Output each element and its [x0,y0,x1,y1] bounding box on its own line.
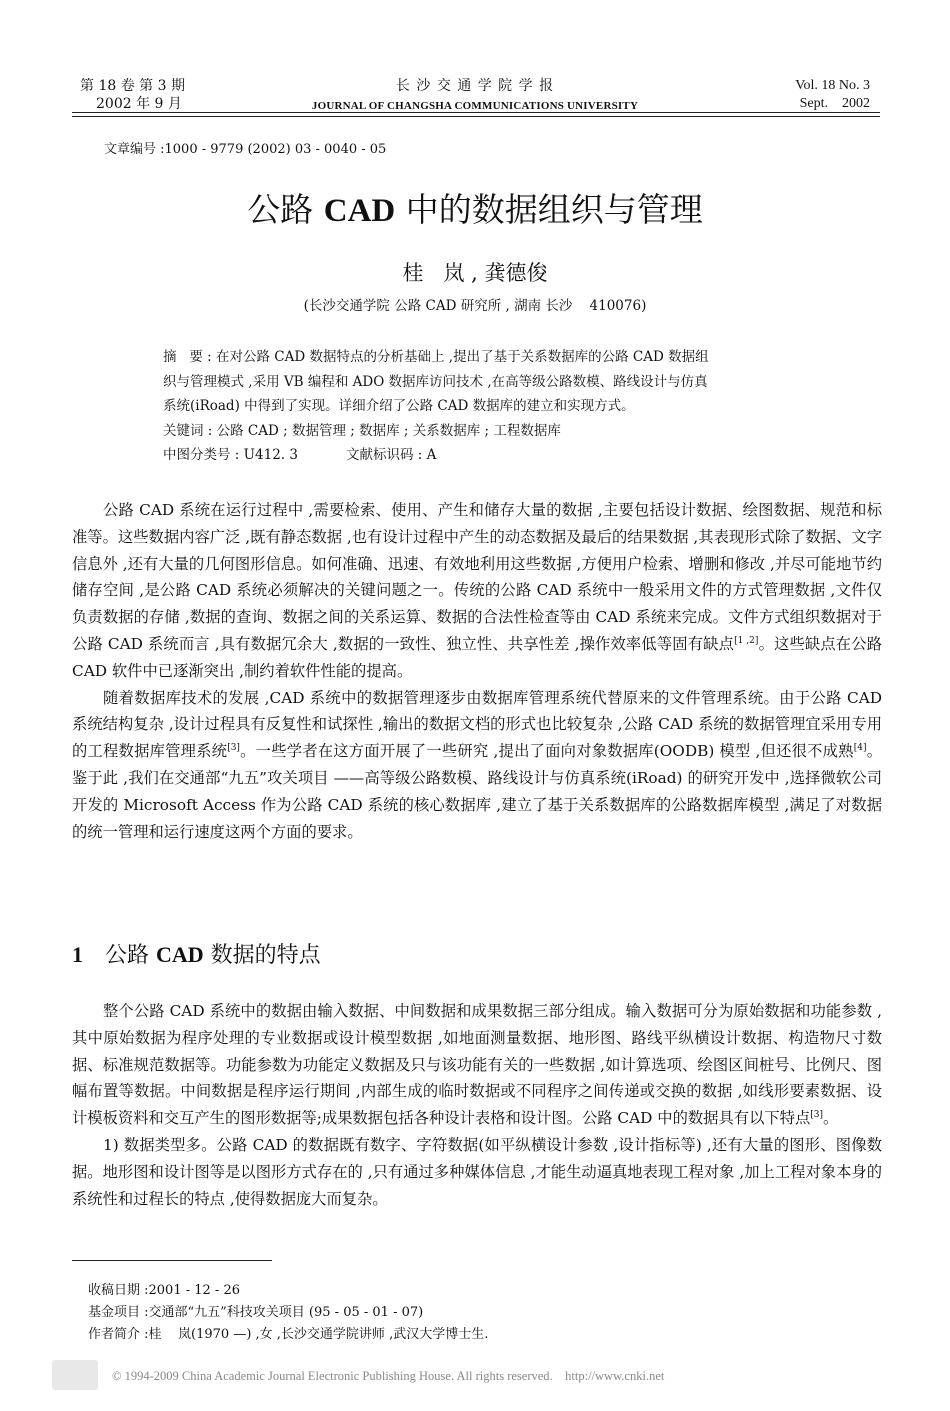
title-bold: CAD [323,193,396,229]
paragraph [72,685,882,846]
paper-title [0,188,950,233]
affiliation: (长沙交通学院 公路 CAD 研究所 , 湖南 长沙 410076) [303,298,647,314]
abstract-block [163,345,803,468]
text: 公路 CAD 系统在运行过程中 ,需要检索、使用、产生和储存大量的数据 ,主要包括设计数据、绘图数据、规范和标准等。这些数据内容广泛 ,既有静态数据 ,也有设计过程中产生的动态数据及最后的结果数据 ,其表现形式除了数据、文字信息外 ,还有大量的几何图形信息。如何准确、迅速、有效地利用这些数据 ,方便用户检索、增删和修改 ,并尽可能地节约储存空间 ,是公路 CAD 系统必须解决的关键问题之一。传统的公路 CAD 系统中一般采用文件的方式管理数据 ,文件仅负责数据的存储 ,数据的查询、数据之间的关系运算、数据的合法性检查等由 CAD 系统来完成。文件方式组织数据对于公路 CAD 系统而言 ,具有数据冗余大 ,数据的一致性、独立性、共享性差 ,操作效率低等固有缺点 [72,501,882,653]
cnki-logo-icon [52,1360,98,1390]
clc-label: 中图分类号 : [163,447,244,463]
intro-section [72,497,882,845]
abstract-label: 摘 要 : [163,349,217,365]
header-rule [72,112,880,117]
journal-name-cn: 长 沙 交 通 学 院 学 报 [395,78,555,94]
text: 。鉴于此 ,我们在交通部“九五”攻关项目 ——高等级公路数模、路线设计与仿真系统(iRoad) 的研究开发中 ,选择微软公司开发的 Microsoft Access 作为公路 CAD 系统的核心数据库 ,建立了基于关系数据库的公路数据库模型 ,满足了对数据的统一管理和运行速度这两个方面的要求。 [72,742,882,841]
text: 整个公路 CAD 系统中的数据由输入数据、中间数据和成果数据三部分组成。输入数据可分为原始数据和功能参数 ,其中原始数据为程序处理的专业数据或设计模型数据 ,如地面测量数据、地形图、路线平纵横设计数据、构造物尺寸数据、标准规范数据等。功能参数为功能定义数据及只与该功能有关的一些数据 ,如计算选项、绘图区间桩号、比例尺、图幅布置等数据。中间数据是程序运行期间 ,内部生成的临时数据或不同程序之间传递或交换的数据 ,如线形要素数据、设计模板资料和交互产生的图形数据等;成果数据包括各种设计表格和设计图。公路 CAD 中的数据具有以下特点 [72,1002,882,1128]
received-date: 收稿日期 :2001 - 12 - 26 [88,1283,240,1298]
section-title-bold: CAD [156,942,204,967]
doc-code: A [426,447,437,463]
clc-number: U412. 3 [243,447,298,463]
article-number: 文章编号 :1000 - 9779 (2002) 03 - 0040 - 05 [104,142,387,157]
fund-info: 基金项目 :交通部“九五”科技攻关项目 (95 - 05 - 01 - 07) [88,1305,424,1320]
paragraph [72,998,882,1132]
citation: [1 ,2] [734,635,759,646]
abstract-line: 在对公路 CAD 数据特点的分析基础上 ,提出了基于关系数据库的公路 CAD 数据组 [216,349,709,365]
abstract-line: 织与管理模式 ,采用 VB 编程和 ADO 数据库访问技术 ,在高等级公路数模、路线设计与仿真 [163,373,708,390]
section-title-rest: 数据的特点 [203,943,321,968]
citation: [4] [853,743,867,754]
author-bio: 作者简介 :桂 岚(1970 —) ,女 ,长沙交通学院讲师 ,武汉大学博士生. [88,1327,489,1342]
keywords-label: 关键词 : [163,422,217,439]
footnotes [88,1280,488,1346]
section-title: 公路 [105,943,156,968]
issue-date-en: Sept. 2002 [799,96,870,111]
text: 。这些缺点在公路 CAD 软件中已逐渐突出 ,制约着软件性能的提高。 [72,634,882,680]
footnote-rule [72,1260,272,1261]
citation: [3] [810,1110,824,1121]
section-number: 1 [72,942,83,967]
text: 。一些学者在这方面开展了一些研究 ,提出了面向对象数据库(OODB) 模型 ,但还很不成熟 [239,742,854,761]
title-text-rest: 中的数据组织与管理 [395,190,703,229]
keywords: 公路 CAD ; 数据管理 ; 数据库 ; 关系数据库 ; 工程数据库 [216,422,561,439]
citation: [3] [227,743,240,754]
section1-body [72,998,882,1212]
journal-name-en: JOURNAL OF CHANGSHA COMMUNICATIONS UNIVERSITY [311,100,639,112]
issue-date-cn: 2002 年 9 月 [96,96,182,112]
paragraph: 1) 数据类型多。公路 CAD 的数据既有数字、字符数据(如平纵横设计参数 ,设计指标等) ,还有大量的图形、图像数据。地形图和设计图等是以图形方式存在的 ,只有通过多种媒体信息 ,才能生动逼真地表现工程对象 ,加上工程对象本身的系统性和过程长的特点 ,使得数据庞大而复杂。 [72,1135,882,1208]
volume-en: Vol. 18 No. 3 [795,78,870,93]
text: 随着数据库技术的发展 ,CAD 系统中的数据管理逐步由数据库管理系统代替原来的文件管理系统。由于公路 CAD 系统结构复杂 ,设计过程具有反复性和试探性 ,输出的数据文档的形式也比较复杂 ,公路 CAD 系统的数据管理宜采用专用的工程数据库管理系统 [72,688,882,761]
abstract-line: 系统(iRoad) 中得到了实现。详细介绍了公路 CAD 数据库的建立和实现方式。 [163,398,635,414]
authors: 桂 岚 , 龚德俊 [402,261,548,285]
text: 。 [823,1109,839,1128]
doc-code-label: 文献标识码 : [345,447,427,463]
paragraph [72,497,882,685]
title-text: 公路 [247,190,324,229]
volume-issue: 第 18 卷 第 3 期 [80,78,185,94]
section-heading [72,940,321,971]
copyright-notice: © 1994-2009 China Academic Journal Electronic Publishing House. All rights reserved. http://www.cnki.net [112,1369,665,1383]
